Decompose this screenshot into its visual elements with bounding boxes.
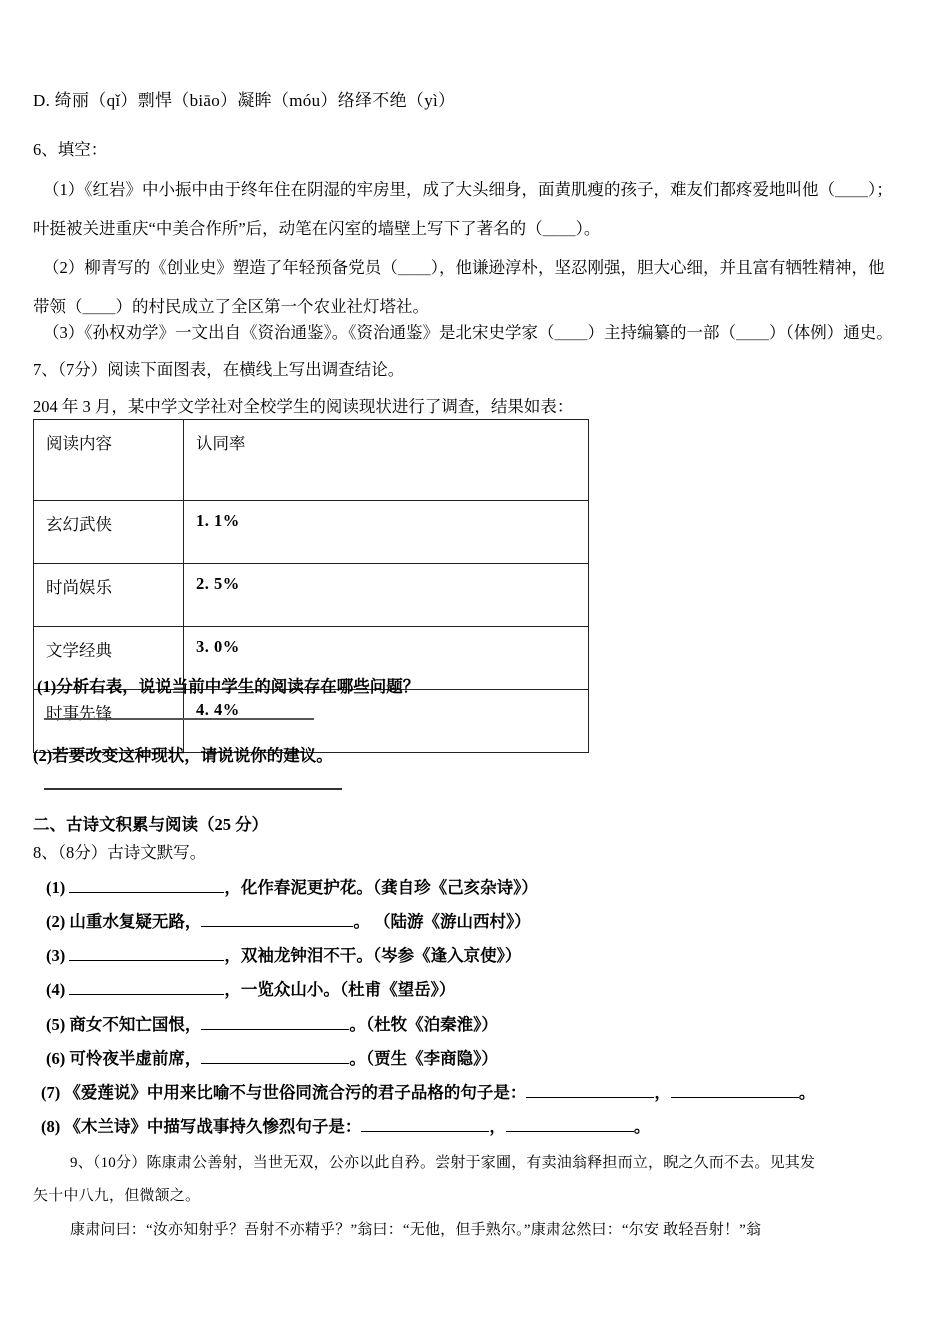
question-6-item-2-line-2: 带领（＿＿）的村民成立了全区第一个农业社灯塔社。: [33, 297, 429, 316]
question-6-item-2-line-1: （2）柳青写的《创业史》塑造了年轻预备党员（＿＿），他谦逊淳朴，坚忍刚强，胆大心细，并且富有牺牲精神，他: [43, 258, 885, 277]
question-7-sub-2: (2)若要改变这种现状，请说说你的建议。: [33, 746, 333, 765]
table-cell-content: 文学经典: [34, 627, 184, 690]
dictation-number: (4): [46, 980, 66, 999]
question-9-line-3: 康肃问曰：“汝亦知射乎？吾射不亦精乎？”翁曰：“无他，但手熟尔。”康肃忿然曰：“尔安 敢轻吾射！”翁: [70, 1222, 762, 1238]
dictation-blank[interactable]: [671, 1081, 799, 1098]
question-7-intro: 204 年 3 月，某中学文学社对全校学生的阅读现状进行了调查，结果如表：: [33, 397, 574, 416]
dictation-item-3: [46, 942, 521, 966]
dictation-item-8: [41, 1113, 650, 1137]
table-cell-rate: 2. 5%: [184, 564, 589, 627]
question-6-item-1-line-2: 叶挺被关进重庆“中美合作所”后，动笔在闪室的墙壁上写下了著名的（＿＿）。: [33, 219, 601, 238]
dictation-text-before: 可怜夜半虚前席，: [69, 1049, 202, 1068]
dictation-text-before: 《爱莲说》中用来比喻不与世俗同流合污的君子品格的句子是：: [64, 1083, 527, 1102]
question-9-line-1: 9、（10分）陈康肃公善射，当世无双，公亦以此自矜。尝射于家圃，有卖油翁释担而立，睨之久而不去。见其发: [70, 1155, 816, 1171]
dictation-item-5: [46, 1011, 498, 1035]
section-2-heading: 二、古诗文积累与阅读（25 分）: [33, 815, 269, 834]
dictation-text: 。 （陆游《游山西村》）: [353, 912, 531, 931]
dictation-text: 。: [798, 1083, 816, 1102]
table-cell-rate: 1. 1%: [184, 501, 589, 564]
dictation-item-6: [46, 1045, 498, 1069]
dictation-number: (6): [46, 1049, 66, 1068]
dictation-blank[interactable]: [506, 1115, 634, 1132]
dictation-number: (3): [46, 946, 66, 965]
table-cell-rate: 3. 0%: [184, 627, 589, 690]
question-7-sub-1: (1)分析右表，说说当前中学生的阅读存在哪些问题？: [37, 677, 420, 696]
dictation-text: ，化作春泥更护花。（龚自珍《己亥杂诗》）: [224, 878, 538, 897]
dictation-text: 。（贾生《李商隐》）: [349, 1049, 498, 1068]
dictation-text: 。: [633, 1117, 651, 1136]
dictation-blank[interactable]: [201, 1047, 349, 1064]
dictation-text: ，双袖龙钟泪不干。（岑参《逢入京使》）: [224, 946, 522, 965]
table-cell-content: 玄幻武侠: [34, 501, 184, 564]
dictation-number: (1): [46, 878, 66, 897]
table-cell-content: 时尚娱乐: [34, 564, 184, 627]
dictation-item-7: [41, 1079, 815, 1103]
dictation-blank[interactable]: [69, 978, 224, 995]
dictation-blank[interactable]: [69, 876, 224, 893]
dictation-number: (8): [41, 1117, 61, 1136]
dictation-item-4: [46, 976, 455, 1000]
dictation-text-before: 商女不知亡国恨，: [69, 1015, 202, 1034]
question-5-option-d: D. 绮丽（qǐ）剽悍（biāo）凝眸（móu）络绎不绝（yì）: [33, 91, 456, 110]
dictation-text-before: 山重水复疑无路，: [69, 912, 202, 931]
dictation-item-2: [46, 908, 531, 932]
dictation-item-1: [46, 874, 538, 898]
question-6-item-3: （3）《孙权劝学》一文出自《资治通鉴》。《资治通鉴》是北宋史学家（＿＿）主持编纂的一部（＿＿）（体例）通史。: [43, 323, 893, 342]
dictation-text: 。（杜牧《泊秦淮》）: [349, 1015, 498, 1034]
dictation-number: (7): [41, 1083, 61, 1102]
dictation-text-mid: ，: [489, 1117, 506, 1136]
dictation-number: (2): [46, 912, 66, 931]
table-row: [34, 501, 589, 564]
dictation-blank[interactable]: [69, 944, 224, 961]
question-7-heading: 7、（7分）阅读下面图表，在横线上写出调查结论。: [33, 360, 405, 379]
question-6-heading: 6、填空：: [33, 140, 108, 159]
question-9-line-2: 矢十中八九，但微颔之。: [33, 1188, 201, 1204]
table-row: [34, 690, 589, 753]
dictation-blank[interactable]: [201, 910, 353, 927]
answer-blank-line-2[interactable]: [44, 788, 342, 790]
dictation-text-before: 《木兰诗》中描写战事持久惨烈句子是：: [64, 1117, 362, 1136]
table-cell-rate: 4. 4%: [184, 690, 589, 753]
table-header-row: [34, 420, 589, 501]
table-cell-content: 时事先锋: [34, 690, 184, 753]
dictation-text: ，一览众山小。（杜甫《望岳》）: [224, 980, 456, 999]
reading-survey-table: [33, 419, 589, 753]
dictation-number: (5): [46, 1015, 66, 1034]
answer-blank-line-1[interactable]: [44, 718, 314, 720]
dictation-blank[interactable]: [526, 1081, 654, 1098]
table-header-content: 阅读内容: [34, 420, 184, 501]
dictation-blank[interactable]: [361, 1115, 489, 1132]
question-8-heading: 8、（8分）古诗文默写。: [33, 843, 207, 862]
dictation-blank[interactable]: [201, 1013, 349, 1030]
table-header-rate: 认同率: [184, 420, 589, 501]
dictation-text-mid: ，: [654, 1083, 671, 1102]
table-row: [34, 564, 589, 627]
question-6-item-1-line-1: （1）《红岩》中小振中由于终年住在阴湿的牢房里，成了大头细身，面黄肌瘦的孩子，难友们都疼爱地叫他（＿＿）；: [43, 180, 893, 199]
